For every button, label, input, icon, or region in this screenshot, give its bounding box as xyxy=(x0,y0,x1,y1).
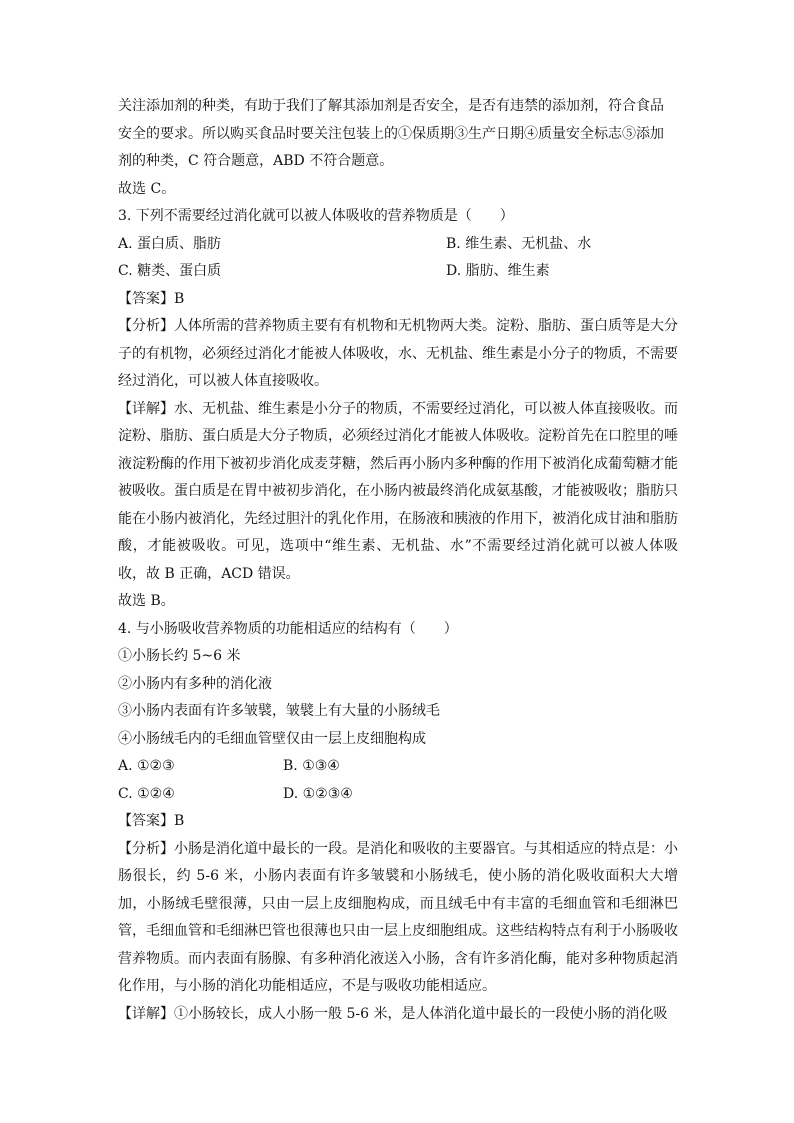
q4-item-1: ①小肠长约 5~6 米 xyxy=(118,648,241,664)
q4-item-4: ④小肠绒毛内的毛细血管壁仅由一层上皮细胞构成 xyxy=(118,730,426,747)
q4-options-row-2 xyxy=(118,781,678,809)
q3-option-c: C. 糖类、蛋白质 xyxy=(118,263,222,279)
q3-option-b: B. 维生素、无机盐、水 xyxy=(446,235,592,252)
q3-option-d: D. 脂肪、维生素 xyxy=(446,263,550,279)
q3-stem: 3. 下列不需要经过消化就可以被人体吸收的营养物质是（ ） xyxy=(118,208,514,224)
q4-options-row-1 xyxy=(118,753,678,781)
q3-options-row-2 xyxy=(118,258,678,286)
q4-option-d: D. ①②③④ xyxy=(283,785,353,802)
q2-tail-line-3: 剂的种类，C 符合题意，ABD 不符合题意。 xyxy=(118,153,394,169)
q3-options-row-1 xyxy=(118,231,678,259)
q4-option-b: B. ①③④ xyxy=(283,758,340,774)
q4-item-2: ②小肠内有多种的消化液 xyxy=(118,675,272,692)
q3-conclusion: 故选 B。 xyxy=(118,593,175,609)
q4-option-c: C. ①②④ xyxy=(118,785,175,802)
q4-stem: 4. 与小肠吸收营养物质的功能相适应的结构有（ ） xyxy=(118,620,458,637)
q3-analysis: 【分析】人体所需的营养物质主要有有机物和无机物两大类。淀粉、脂肪、蛋白质等是大分子的有机物，必须经过消化才能被人体吸收，水、无机盐、维生素是小分子的物质，不需要经过消化，可以被人体直接吸收。 xyxy=(118,318,678,389)
page-content xyxy=(118,93,678,1028)
q3-answer: 【答案】B xyxy=(118,290,185,307)
q2-tail-line-1: 关注添加剂的种类，有助于我们了解其添加剂是否安全，是否有违禁的添加剂，符合食品 xyxy=(118,98,664,114)
q2-conclusion: 故选 C。 xyxy=(118,180,176,197)
q4-analysis: 【分析】小肠是消化道中最长的一段。是消化和吸收的主要器官。与其相适应的特点是：小肠很长，约 5-6 米，小肠内表面有许多皱襞和小肠绒毛，使小肠的消化吸收面积大大增加，小肠绒毛壁很薄，只由一层上皮细胞构成，而且绒毛中有丰富的毛细血管和毛细淋巴管，毛细血管和毛细淋巴管也很薄也只由一层上皮细胞组成。这些结构特点有利于小肠吸收营养物质。而内表面有肠腺、有多种消化液送入小肠，含有许多消化酶，能对多种物质起消化作用，与小肠的消化功能相适应，不是与吸收功能相适应。 xyxy=(118,840,678,994)
q4-option-a: A. ①②③ xyxy=(118,758,175,774)
q4-answer: 【答案】B xyxy=(118,813,185,829)
q2-tail-line-2: 安全的要求。所以购买食品时要关注包装上的①保质期③生产日期④质量安全标志⑤添加 xyxy=(118,125,664,142)
q4-item-3: ③小肠内表面有许多皱襞，皱襞上有大量的小肠绒毛 xyxy=(118,703,440,719)
q3-detail: 【详解】水、无机盐、维生素是小分子的物质，不需要经过消化，可以被人体直接吸收。而淀粉、脂肪、蛋白质是大分子物质，必须经过消化才能被人体吸收。淀粉首先在口腔里的唾液淀粉酶的作用下被初步消化成麦芽糖，然后再小肠内多种酶的作用下被消化成葡萄糖才能被吸收。蛋白质是在胃中被初步消化，在小肠内被最终消化成氨基酸，才能被吸收；脂肪只能在小肠内被消化，先经过胆汁的乳化作用，在肠液和胰液的作用下，被消化成甘油和脂肪酸，才能被吸收。可见，选项中“维生素、无机盐、水”不需要经过消化就可以被人体吸收，故 B 正确，ACD 错误。 xyxy=(118,400,678,582)
q4-detail-start: 【详解】①小肠较长，成人小肠一般 5-6 米，是人体消化道中最长的一段使小肠的消化吸 xyxy=(118,1005,668,1022)
q3-option-a: A. 蛋白质、脂肪 xyxy=(118,235,222,252)
